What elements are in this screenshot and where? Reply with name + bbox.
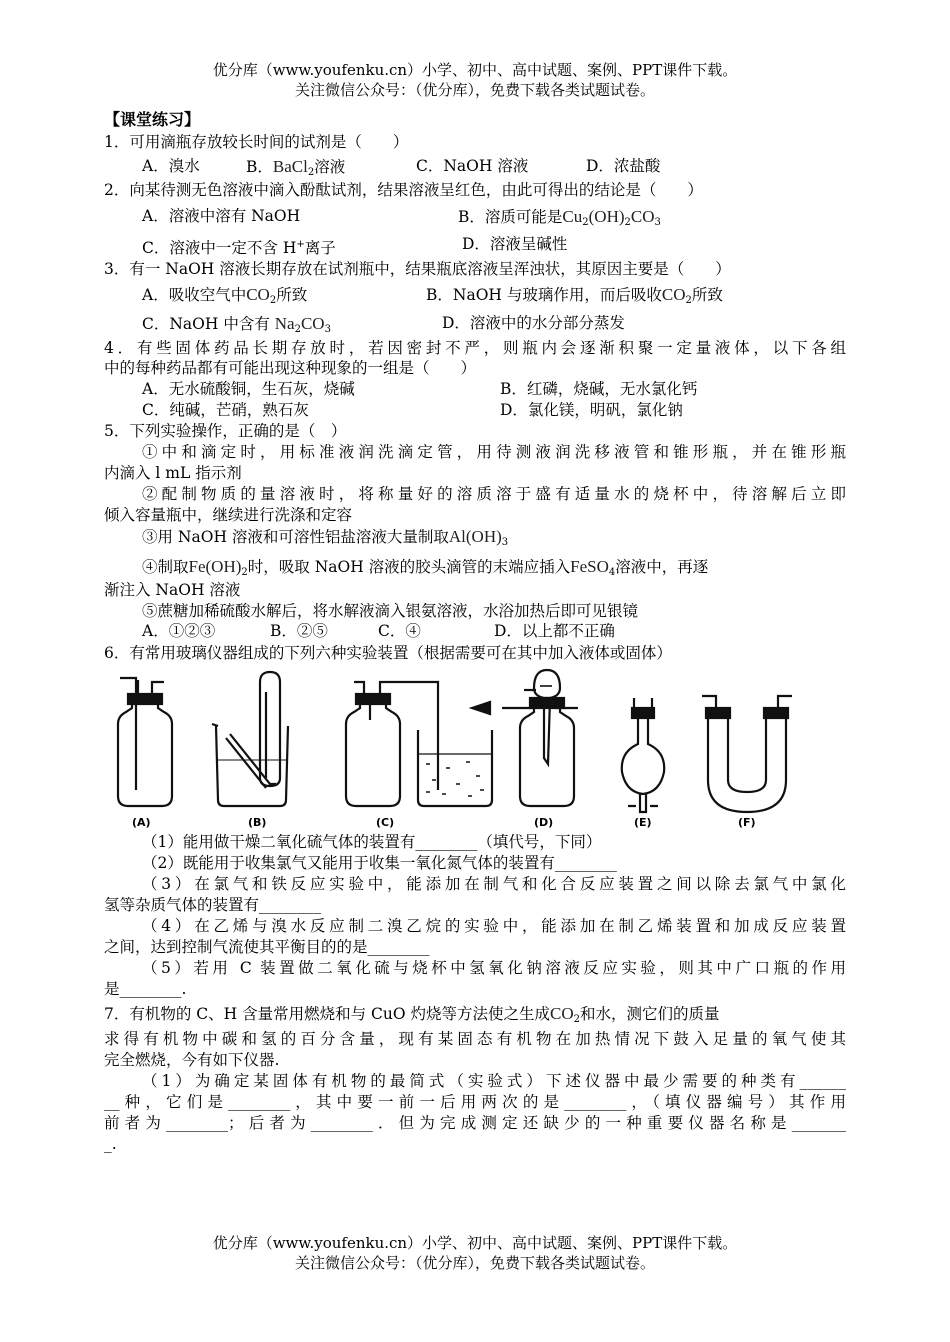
q1-stem: 1．可用滴瓶存放较长时间的试剂是（ ） (104, 133, 409, 151)
q5-item-4-line-1: ④制取$Fe(OH)_2$时，吸取 NaOH 溶液的胶头滴管的末端应插入FeSO$_4$溶液中，再逐 (142, 557, 709, 578)
arrow-to-d (472, 702, 532, 714)
q7-line-3: 完全燃烧，今有如下仪器. (104, 1051, 280, 1069)
q1-option-c: C．NaOH 溶液 (416, 157, 529, 175)
q5-option-b: B．②⑤ (270, 622, 328, 640)
q5-option-d: D．以上都不正确 (494, 622, 615, 640)
label-c: (C) (376, 816, 395, 829)
q7-line-5: __种，它们是________，其中要一前一后用两次的是________，（填仪器编号）其作用 (104, 1093, 846, 1111)
q3-option-a: A．吸收空气中$CO_2$所致 (142, 285, 308, 306)
apparatus-d-bottle-funnel (520, 670, 578, 806)
label-a: (A) (132, 816, 151, 829)
q5-option-c: C．④ (378, 622, 421, 640)
q3-option-b: B．NaOH 与玻璃作用，而后吸收$CO_2$所致 (426, 285, 723, 306)
q1-option-a: A．溴水 (142, 157, 200, 175)
q7-line-2: 求得有机物中碳和氢的百分含量，现有某固态有机物在加热情况下鼓入足量的氧气使其 (104, 1030, 846, 1048)
q4-option-c: C．纯碱，芒硝，熟石灰 (142, 401, 309, 419)
label-d: (D) (534, 816, 554, 829)
q6-sub-5-line-1: （5）若用 C 装置做二氧化硫与烧杯中氢氧化钠溶液反应实验，则其中广口瓶的作用 (142, 959, 846, 977)
apparatus-c-bottle-and-beaker (346, 682, 492, 806)
q4-stem-line-2: 中的每种药品都有可能出现这种现象的一组是（ ） (104, 359, 477, 377)
apparatus-figure (100, 668, 860, 830)
q6-sub-3-line-2: 氢等杂质气体的装置有________ (104, 896, 322, 914)
q7-line-6: 前者为________；后者为________．但为完成测定还缺少的一种重要仪器名称是_______ (104, 1114, 846, 1132)
footer-line-2: 关注微信公众号：（优分库），免费下载各类试题试卷。 (294, 1254, 655, 1272)
q6-stem: 6．有常用玻璃仪器组成的下列六种实验装置（根据需要可在其中加入液体或固体） (104, 644, 672, 662)
q7-line-7: _. (104, 1135, 117, 1153)
q2-option-a: A．溶液中溶有 NaOH (142, 207, 301, 225)
q3-option-d: D．溶液中的水分部分蒸发 (442, 314, 625, 332)
q5-item-3: ③用 NaOH 溶液和可溶性铝盐溶液大量制取$Al(OH)_3$ (142, 527, 509, 548)
q1-option-d: D．浓盐酸 (586, 157, 661, 175)
q6-sub-2: （2）既能用于收集氯气又能用于收集一氧化氮气体的装置有________ (142, 854, 617, 872)
q6-sub-4-line-1: （4）在乙烯与溴水反应制二溴乙烷的实验中，能添加在制乙烯装置和加成反应装置 (142, 917, 846, 935)
apparatus-f-u-tube (702, 696, 792, 812)
footer-line-1: 优分库（www.youfenku.cn）小学、初中、高中试题、案例、PPT课件下载。 (212, 1234, 738, 1252)
q5-item-2-line-1: ②配制物质的量溶液时，将称量好的溶质溶于盛有适量水的烧杯中，待溶解后立即 (142, 485, 846, 503)
q4-option-d: D．氯化镁，明矾，氯化钠 (500, 401, 683, 419)
q2-option-d: D．溶液呈碱性 (462, 235, 568, 253)
label-b: (B) (248, 816, 267, 829)
q5-item-5: ⑤蔗糖加稀硫酸水解后，将水解液滴入银氨溶液，水浴加热后即可见银镜 (142, 602, 639, 620)
q5-item-1-line-2: 内滴入 l mL 指示剂 (104, 464, 242, 482)
q6-sub-1: （1）能用做干燥二氧化硫气体的装置有________（填代号，下同） (142, 833, 602, 851)
header-line-1: 优分库（www.youfenku.cn）小学、初中、高中试题、案例、PPT课件下载。 (212, 61, 738, 79)
q4-option-b: B．红磷，烧碱，无水氯化钙 (500, 380, 698, 398)
q5-item-4-line-2: 渐注入 NaOH 溶液 (104, 581, 241, 599)
q4-stem-line-1: 4．有些固体药品长期存放时，若因密封不严，则瓶内会逐渐积聚一定量液体，以下各组 (104, 339, 846, 357)
q5-option-a: A．①②③ (142, 622, 216, 640)
q6-sub-5-line-2: 是________. (104, 980, 187, 998)
label-f: (F) (738, 816, 756, 829)
section-title: 【课堂练习】 (104, 110, 201, 129)
q6-sub-4-line-2: 之间，达到控制气流使其平衡目的的是________ (104, 938, 430, 956)
label-e: (E) (634, 816, 652, 829)
q5-item-2-line-2: 倾入容量瓶中，继续进行洗涤和定容 (104, 506, 353, 524)
apparatus-a-bottle (118, 678, 172, 806)
q3-option-c: C．NaOH 中含有 $Na_2CO_3$ (142, 314, 331, 335)
q2-option-c: C．溶液中一定不含 H+离子 (142, 239, 336, 257)
q2-option-b: B．溶质可能是$Cu_2(OH)_2CO_3$ (458, 207, 661, 228)
apparatus-b-beaker (212, 672, 288, 806)
q4-option-a: A．无水硫酸铜，生石灰，烧碱 (142, 380, 355, 398)
apparatus-e-funnel (622, 698, 664, 812)
q7-line-1: 7．有机物的 C、H 含量常用燃烧和与 CuO 灼烧等方法使之生成$CO_2$和水，测它们的质量 (104, 1004, 720, 1025)
q7-line-4: （1）为确定某固体有机物的最简式（实验式）下述仪器中最少需要的种类有______ (142, 1072, 846, 1090)
q2-stem: 2．向某待测无色溶液中滴入酚酞试剂，结果溶液呈红色，由此可得出的结论是（ ） (104, 181, 703, 199)
q6-sub-3-line-1: （3）在氯气和铁反应实验中，能添加在制气和化合反应装置之间以除去氯气中氯化 (142, 875, 846, 893)
q5-stem: 5．下列实验操作，正确的是（ ） (104, 422, 347, 440)
q3-stem: 3．有一 NaOH 溶液长期存放在试剂瓶中，结果瓶底溶液呈浑浊状，其原因主要是（ ） (104, 260, 731, 278)
q1-option-b: B．BaCl$_2$溶液 (246, 157, 346, 178)
q5-item-1-line-1: ①中和滴定时，用标准液润洗滴定管，用待测液润洗移液管和锥形瓶，并在锥形瓶 (142, 443, 846, 461)
header-line-2: 关注微信公众号：（优分库），免费下载各类试题试卷。 (294, 81, 655, 99)
